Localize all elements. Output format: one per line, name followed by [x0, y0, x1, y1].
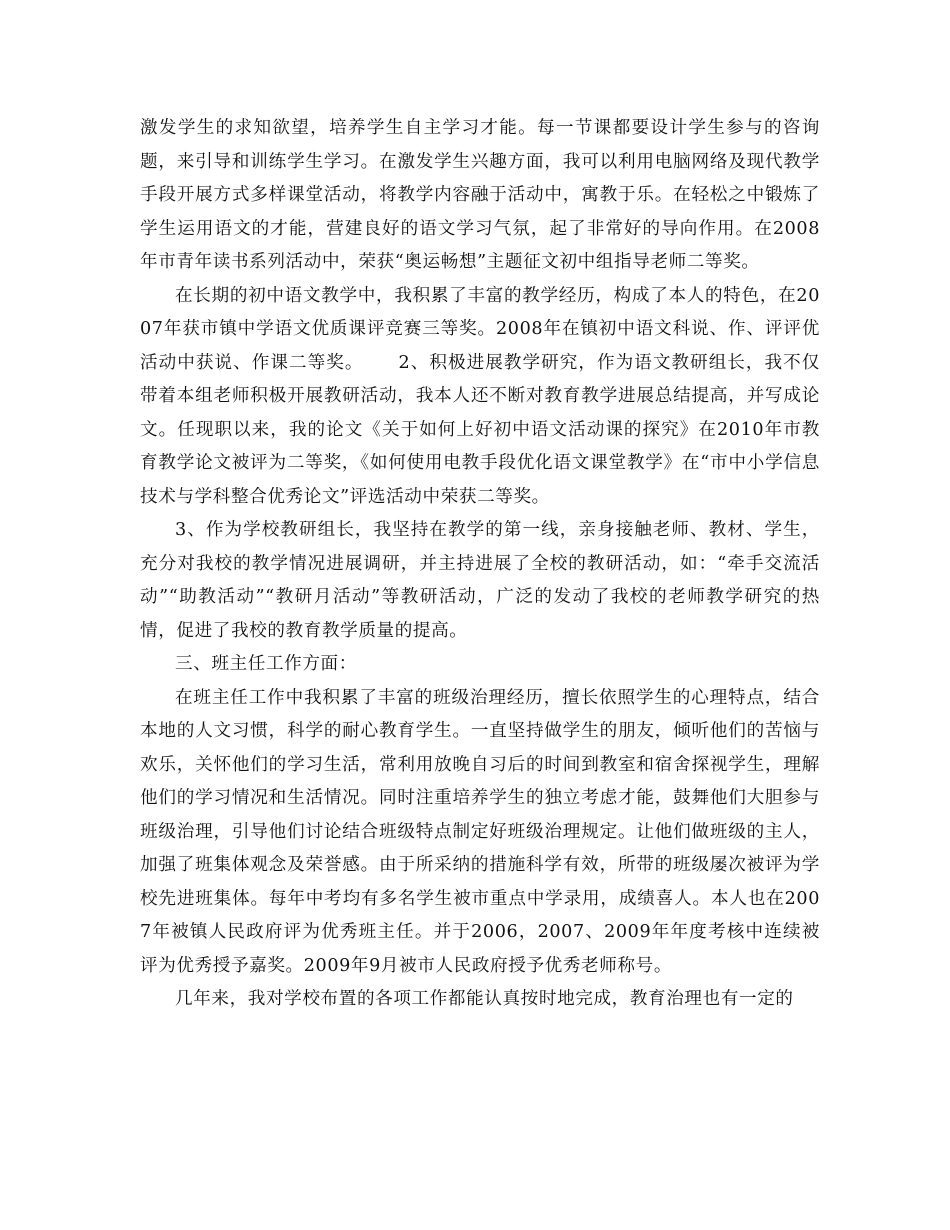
- section-heading-head-teacher: 三、班主任工作方面：: [175, 654, 357, 674]
- document-body: [140, 112, 820, 1017]
- paragraph-teaching-methods: 激发学生的求知欲望，培养学生自主学习才能。每一节课都要设计学生参与的咨询题，来引导和训练学生学习。在激发学生兴趣方面，我可以利用电脑网络及现代教学手段开展方式多样课堂活动，将教学内容融于活动中，寓教于乐。在轻松之中锻炼了学生运用语文的才能，营建良好的语文学习气氛，起了非常好的导向作用。在2008年市青年读书系列活动中，荣获“奥运畅想”主题征文初中组指导老师二等奖。: [140, 118, 820, 272]
- paragraph-research-group: 3、作为学校教研组长，我坚持在教学的第一线，亲身接触老师、教材、学生，充分对我校的教学情况进展调研，并主持进展了全校的教研活动，如：“牵手交流活动”“助教活动”“教研月活动”等教研活动，广泛的发动了我校的老师教学研究的热情，促进了我校的教育教学质量的提高。: [140, 520, 820, 641]
- paragraph-teaching-experience: 在长期的初中语文教学中，我积累了丰富的教学经历，构成了本人的特色，在2007年获市镇中学语文优质课评竞赛三等奖。2008年在镇初中语文科说、作、评评优活动中获说、作课二等奖。 2、积极进展教学研究，作为语文教研组长，我不仅带着本组老师积极开展教研活动，我本人还不断对教育教学进展总结提高，并写成论文。任现职以来，我的论文《关于如何上好初中语文活动课的探究》在2010年市教育教学论文被评为二等奖，《如何使用电教手段优化语文课堂教学》在“市中小学信息技术与学科整合优秀论文”评选活动中荣获二等奖。: [140, 285, 820, 507]
- paragraph-head-teacher-work: 在班主任工作中我积累了丰富的班级治理经历，擅长依照学生的心理特点，结合本地的人文习惯，科学的耐心教育学生。一直坚持做学生的朋友，倾听他们的苦恼与欢乐，关怀他们的学习生活，常利用放晚自习后的时间到教室和宿舍探视学生，理解他们的学习情况和生活情况。同时注重培养学生的独立考虑才能，鼓舞他们大胆参与班级治理，引导他们讨论结合班级特点制定好班级治理规定。让他们做班级的主人，加强了班集体观念及荣誉感。由于所采纳的措施科学有效，所带的班级屡次被评为学校先进班集体。每年中考均有多名学生被市重点中学录用，成绩喜人。本人也在2007年被镇人民政府评为优秀班主任。并于2006，2007、2009年年度考核中连续被评为优秀授予嘉奖。2009年9月被市人民政府授予优秀老师称号。: [140, 687, 820, 976]
- paragraph-summary: 几年来，我对学校布置的各项工作都能认真按时地完成，教育治理也有一定的: [175, 989, 794, 1009]
